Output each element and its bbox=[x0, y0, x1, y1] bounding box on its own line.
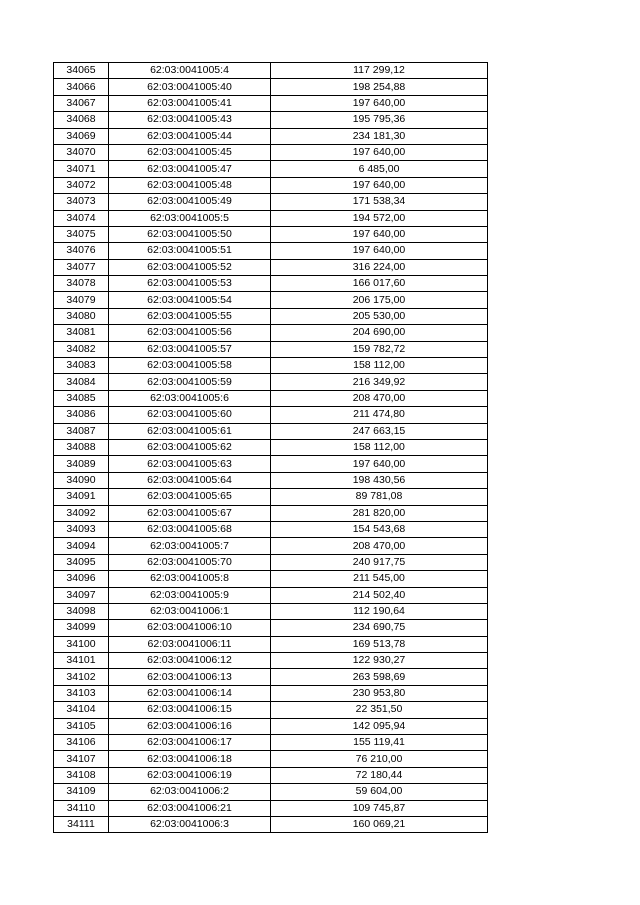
table-row bbox=[54, 751, 488, 767]
table-row bbox=[54, 538, 488, 554]
cadastral-value-cell: 240 917,75 bbox=[271, 554, 488, 570]
row-number-cell: 34090 bbox=[54, 472, 109, 488]
cadastral-value-cell: 206 175,00 bbox=[271, 292, 488, 308]
cadastral-number-cell: 62:03:0041005:45 bbox=[109, 144, 271, 160]
row-number-cell: 34099 bbox=[54, 620, 109, 636]
cadastral-value-cell: 234 690,75 bbox=[271, 620, 488, 636]
cadastral-value-cell: 89 781,08 bbox=[271, 489, 488, 505]
cadastral-value-cell: 197 640,00 bbox=[271, 456, 488, 472]
cadastral-value-cell: 205 530,00 bbox=[271, 308, 488, 324]
cadastral-number-cell: 62:03:0041006:21 bbox=[109, 800, 271, 816]
table-row bbox=[54, 636, 488, 652]
cadastral-number-cell: 62:03:0041006:13 bbox=[109, 669, 271, 685]
cadastral-number-cell: 62:03:0041005:51 bbox=[109, 243, 271, 259]
cadastral-number-cell: 62:03:0041005:48 bbox=[109, 177, 271, 193]
table-row bbox=[54, 407, 488, 423]
cadastral-value-cell: 155 119,41 bbox=[271, 735, 488, 751]
row-number-cell: 34068 bbox=[54, 112, 109, 128]
cadastral-value-cell: 281 820,00 bbox=[271, 505, 488, 521]
table-row bbox=[54, 702, 488, 718]
table-row bbox=[54, 718, 488, 734]
table-row bbox=[54, 735, 488, 751]
row-number-cell: 34092 bbox=[54, 505, 109, 521]
row-number-cell: 34078 bbox=[54, 276, 109, 292]
row-number-cell: 34097 bbox=[54, 587, 109, 603]
cadastral-value-cell: 195 795,36 bbox=[271, 112, 488, 128]
cadastral-number-cell: 62:03:0041005:6 bbox=[109, 390, 271, 406]
table-row bbox=[54, 390, 488, 406]
row-number-cell: 34088 bbox=[54, 439, 109, 455]
cadastral-number-cell: 62:03:0041005:41 bbox=[109, 95, 271, 111]
row-number-cell: 34095 bbox=[54, 554, 109, 570]
cadastral-number-cell: 62:03:0041005:58 bbox=[109, 358, 271, 374]
cadastral-value-cell: 214 502,40 bbox=[271, 587, 488, 603]
cadastral-value-cell: 171 538,34 bbox=[271, 194, 488, 210]
cadastral-value-cell: 169 513,78 bbox=[271, 636, 488, 652]
table-row bbox=[54, 259, 488, 275]
cadastral-number-cell: 62:03:0041006:12 bbox=[109, 653, 271, 669]
row-number-cell: 34085 bbox=[54, 390, 109, 406]
row-number-cell: 34106 bbox=[54, 735, 109, 751]
table-row bbox=[54, 210, 488, 226]
cadastral-number-cell: 62:03:0041005:62 bbox=[109, 439, 271, 455]
row-number-cell: 34072 bbox=[54, 177, 109, 193]
cadastral-value-cell: 154 543,68 bbox=[271, 521, 488, 537]
cadastral-value-cell: 234 181,30 bbox=[271, 128, 488, 144]
cadastral-value-cell: 166 017,60 bbox=[271, 276, 488, 292]
table-row bbox=[54, 308, 488, 324]
row-number-cell: 34104 bbox=[54, 702, 109, 718]
row-number-cell: 34105 bbox=[54, 718, 109, 734]
cadastral-value-cell: 208 470,00 bbox=[271, 390, 488, 406]
table-row bbox=[54, 439, 488, 455]
row-number-cell: 34074 bbox=[54, 210, 109, 226]
cadastral-value-cell: 142 095,94 bbox=[271, 718, 488, 734]
cadastral-number-cell: 62:03:0041005:56 bbox=[109, 325, 271, 341]
row-number-cell: 34066 bbox=[54, 79, 109, 95]
cadastral-number-cell: 62:03:0041005:40 bbox=[109, 79, 271, 95]
table-row bbox=[54, 144, 488, 160]
cadastral-value-cell: 112 190,64 bbox=[271, 603, 488, 619]
row-number-cell: 34108 bbox=[54, 767, 109, 783]
table-row bbox=[54, 325, 488, 341]
table-row bbox=[54, 374, 488, 390]
cadastral-number-cell: 62:03:0041006:3 bbox=[109, 816, 271, 832]
cadastral-number-cell: 62:03:0041005:59 bbox=[109, 374, 271, 390]
cadastral-number-cell: 62:03:0041006:17 bbox=[109, 735, 271, 751]
row-number-cell: 34080 bbox=[54, 308, 109, 324]
row-number-cell: 34084 bbox=[54, 374, 109, 390]
table-row bbox=[54, 194, 488, 210]
row-number-cell: 34076 bbox=[54, 243, 109, 259]
table-row bbox=[54, 292, 488, 308]
cadastral-value-cell: 59 604,00 bbox=[271, 784, 488, 800]
cadastral-number-cell: 62:03:0041005:49 bbox=[109, 194, 271, 210]
row-number-cell: 34111 bbox=[54, 816, 109, 832]
cadastral-value-cell: 109 745,87 bbox=[271, 800, 488, 816]
cadastral-number-cell: 62:03:0041005:44 bbox=[109, 128, 271, 144]
row-number-cell: 34093 bbox=[54, 521, 109, 537]
table-row bbox=[54, 177, 488, 193]
cadastral-value-cell: 204 690,00 bbox=[271, 325, 488, 341]
table-row bbox=[54, 653, 488, 669]
table-row bbox=[54, 620, 488, 636]
table-row bbox=[54, 587, 488, 603]
table-row bbox=[54, 554, 488, 570]
table-row bbox=[54, 521, 488, 537]
row-number-cell: 34086 bbox=[54, 407, 109, 423]
row-number-cell: 34100 bbox=[54, 636, 109, 652]
row-number-cell: 34094 bbox=[54, 538, 109, 554]
row-number-cell: 34079 bbox=[54, 292, 109, 308]
row-number-cell: 34075 bbox=[54, 226, 109, 242]
cadastral-number-cell: 62:03:0041006:15 bbox=[109, 702, 271, 718]
table-row bbox=[54, 161, 488, 177]
cadastral-value-cell: 194 572,00 bbox=[271, 210, 488, 226]
table-body bbox=[54, 63, 488, 833]
cadastral-value-cell: 247 663,15 bbox=[271, 423, 488, 439]
table-row bbox=[54, 489, 488, 505]
table-row bbox=[54, 669, 488, 685]
row-number-cell: 34103 bbox=[54, 685, 109, 701]
cadastral-value-cell: 197 640,00 bbox=[271, 177, 488, 193]
row-number-cell: 34071 bbox=[54, 161, 109, 177]
table-row bbox=[54, 816, 488, 832]
cadastral-number-cell: 62:03:0041006:19 bbox=[109, 767, 271, 783]
row-number-cell: 34069 bbox=[54, 128, 109, 144]
row-number-cell: 34109 bbox=[54, 784, 109, 800]
cadastral-number-cell: 62:03:0041006:16 bbox=[109, 718, 271, 734]
row-number-cell: 34082 bbox=[54, 341, 109, 357]
cadastral-value-cell: 230 953,80 bbox=[271, 685, 488, 701]
cadastral-number-cell: 62:03:0041005:68 bbox=[109, 521, 271, 537]
row-number-cell: 34081 bbox=[54, 325, 109, 341]
table-row bbox=[54, 128, 488, 144]
cadastral-value-cell: 197 640,00 bbox=[271, 226, 488, 242]
table-row bbox=[54, 423, 488, 439]
table-row bbox=[54, 243, 488, 259]
cadastral-value-cell: 158 112,00 bbox=[271, 358, 488, 374]
cadastral-value-cell: 198 254,88 bbox=[271, 79, 488, 95]
cadastral-number-cell: 62:03:0041005:54 bbox=[109, 292, 271, 308]
row-number-cell: 34091 bbox=[54, 489, 109, 505]
row-number-cell: 34065 bbox=[54, 63, 109, 79]
row-number-cell: 34107 bbox=[54, 751, 109, 767]
cadastral-number-cell: 62:03:0041006:2 bbox=[109, 784, 271, 800]
cadastral-number-cell: 62:03:0041005:65 bbox=[109, 489, 271, 505]
cadastral-number-cell: 62:03:0041005:61 bbox=[109, 423, 271, 439]
cadastral-value-cell: 76 210,00 bbox=[271, 751, 488, 767]
cadastral-value-cell: 159 782,72 bbox=[271, 341, 488, 357]
cadastral-number-cell: 62:03:0041006:18 bbox=[109, 751, 271, 767]
cadastral-number-cell: 62:03:0041005:8 bbox=[109, 571, 271, 587]
cadastral-value-cell: 122 930,27 bbox=[271, 653, 488, 669]
cadastral-value-cell: 158 112,00 bbox=[271, 439, 488, 455]
table-row bbox=[54, 800, 488, 816]
table-row bbox=[54, 79, 488, 95]
cadastral-number-cell: 62:03:0041005:52 bbox=[109, 259, 271, 275]
row-number-cell: 34067 bbox=[54, 95, 109, 111]
row-number-cell: 34096 bbox=[54, 571, 109, 587]
table-row bbox=[54, 505, 488, 521]
table-row bbox=[54, 63, 488, 79]
cadastral-number-cell: 62:03:0041006:11 bbox=[109, 636, 271, 652]
table-row bbox=[54, 95, 488, 111]
cadastral-number-cell: 62:03:0041005:67 bbox=[109, 505, 271, 521]
cadastral-value-cell: 316 224,00 bbox=[271, 259, 488, 275]
table-row bbox=[54, 603, 488, 619]
cadastral-value-cell: 22 351,50 bbox=[271, 702, 488, 718]
cadastral-number-cell: 62:03:0041005:9 bbox=[109, 587, 271, 603]
cadastral-value-cell: 216 349,92 bbox=[271, 374, 488, 390]
cadastral-value-cell: 263 598,69 bbox=[271, 669, 488, 685]
row-number-cell: 34089 bbox=[54, 456, 109, 472]
cadastral-value-cell: 197 640,00 bbox=[271, 95, 488, 111]
row-number-cell: 34083 bbox=[54, 358, 109, 374]
row-number-cell: 34073 bbox=[54, 194, 109, 210]
table-row bbox=[54, 226, 488, 242]
cadastral-value-cell: 197 640,00 bbox=[271, 243, 488, 259]
table-row bbox=[54, 784, 488, 800]
table-row bbox=[54, 341, 488, 357]
row-number-cell: 34070 bbox=[54, 144, 109, 160]
row-number-cell: 34098 bbox=[54, 603, 109, 619]
cadastral-number-cell: 62:03:0041005:47 bbox=[109, 161, 271, 177]
row-number-cell: 34087 bbox=[54, 423, 109, 439]
table-row bbox=[54, 472, 488, 488]
cadastral-number-cell: 62:03:0041005:63 bbox=[109, 456, 271, 472]
row-number-cell: 34101 bbox=[54, 653, 109, 669]
cadastral-number-cell: 62:03:0041005:55 bbox=[109, 308, 271, 324]
table-row bbox=[54, 685, 488, 701]
table-row bbox=[54, 767, 488, 783]
cadastral-value-cell: 160 069,21 bbox=[271, 816, 488, 832]
cadastral-value-cell: 211 545,00 bbox=[271, 571, 488, 587]
row-number-cell: 34077 bbox=[54, 259, 109, 275]
cadastral-value-cell: 211 474,80 bbox=[271, 407, 488, 423]
table-row bbox=[54, 571, 488, 587]
table-row bbox=[54, 276, 488, 292]
row-number-cell: 34102 bbox=[54, 669, 109, 685]
cadastral-value-table bbox=[53, 62, 488, 833]
cadastral-value-cell: 198 430,56 bbox=[271, 472, 488, 488]
cadastral-number-cell: 62:03:0041006:14 bbox=[109, 685, 271, 701]
cadastral-value-cell: 117 299,12 bbox=[271, 63, 488, 79]
cadastral-value-cell: 72 180,44 bbox=[271, 767, 488, 783]
cadastral-number-cell: 62:03:0041005:43 bbox=[109, 112, 271, 128]
cadastral-number-cell: 62:03:0041005:4 bbox=[109, 63, 271, 79]
row-number-cell: 34110 bbox=[54, 800, 109, 816]
cadastral-number-cell: 62:03:0041005:60 bbox=[109, 407, 271, 423]
cadastral-value-cell: 208 470,00 bbox=[271, 538, 488, 554]
cadastral-number-cell: 62:03:0041005:7 bbox=[109, 538, 271, 554]
cadastral-number-cell: 62:03:0041005:70 bbox=[109, 554, 271, 570]
cadastral-number-cell: 62:03:0041005:53 bbox=[109, 276, 271, 292]
table-row bbox=[54, 358, 488, 374]
cadastral-number-cell: 62:03:0041005:5 bbox=[109, 210, 271, 226]
table-row bbox=[54, 112, 488, 128]
cadastral-number-cell: 62:03:0041006:10 bbox=[109, 620, 271, 636]
cadastral-number-cell: 62:03:0041005:50 bbox=[109, 226, 271, 242]
cadastral-value-cell: 6 485,00 bbox=[271, 161, 488, 177]
cadastral-number-cell: 62:03:0041005:64 bbox=[109, 472, 271, 488]
cadastral-number-cell: 62:03:0041005:57 bbox=[109, 341, 271, 357]
cadastral-value-cell: 197 640,00 bbox=[271, 144, 488, 160]
cadastral-number-cell: 62:03:0041006:1 bbox=[109, 603, 271, 619]
table-row bbox=[54, 456, 488, 472]
